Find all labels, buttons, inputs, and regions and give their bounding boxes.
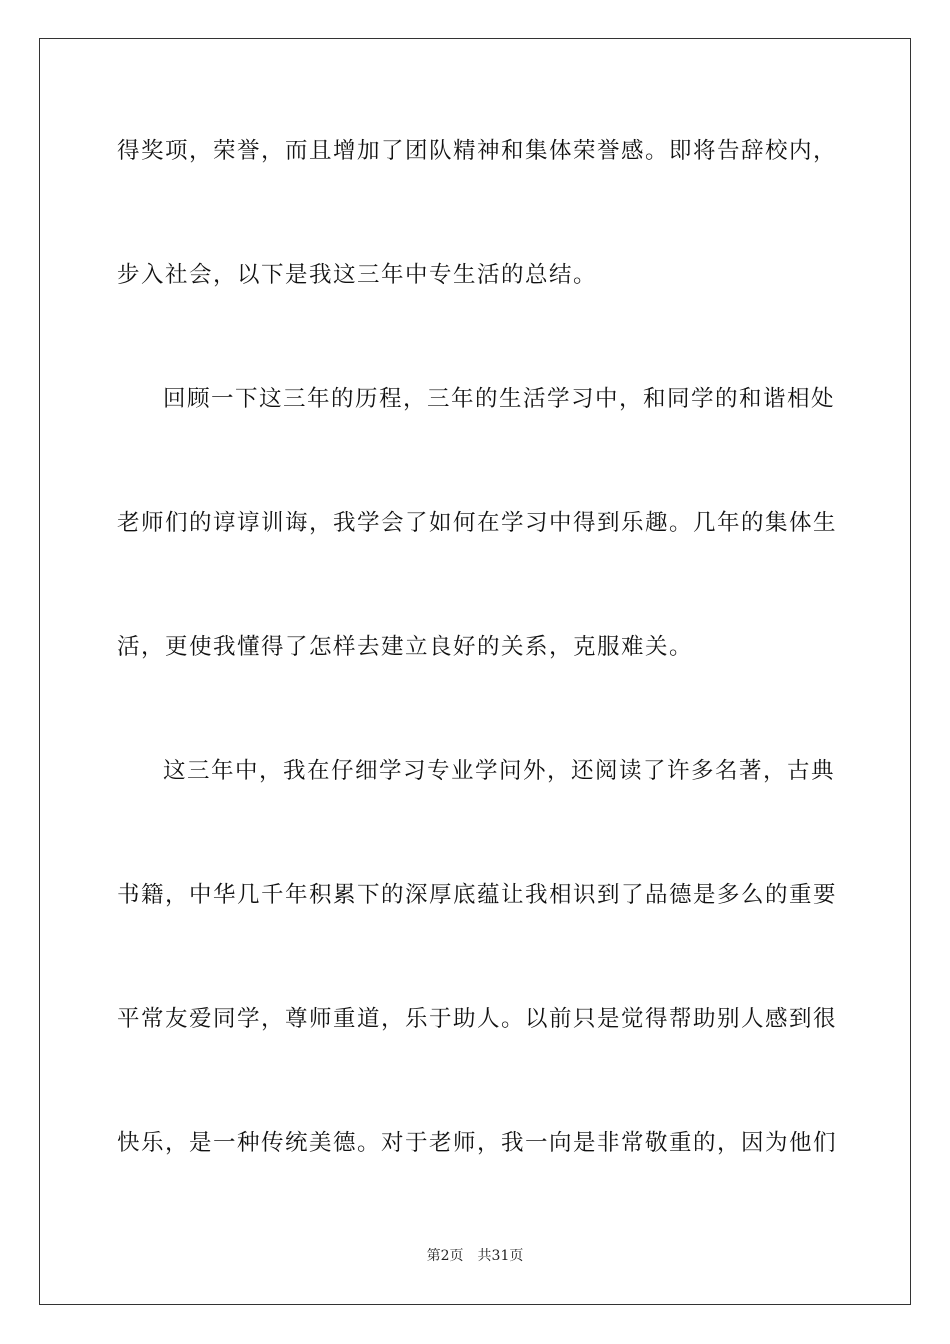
page-footer (0, 1246, 950, 1266)
page-number: 第2页 (426, 1248, 464, 1264)
page-border (39, 38, 911, 1305)
body-text-line: 活，更使我懂得了怎样去建立良好的关系，克服难关。 (117, 634, 694, 660)
body-text-line: 步入社会，以下是我这三年中专生活的总结。 (117, 262, 598, 288)
paragraph-start-line: 回顾一下这三年的历程，三年的生活学习中，和同学的和谐相处 (163, 386, 836, 412)
body-text-line: 快乐，是一种传统美德。对于老师，我一向是非常敬重的，因为他们 (117, 1130, 838, 1156)
body-text-line: 平常友爱同学，尊师重道，乐于助人。以前只是觉得帮助别人感到很 (117, 1006, 838, 1032)
body-text-line: 老师们的谆谆训诲，我学会了如何在学习中得到乐趣。几年的集体生 (117, 510, 838, 536)
body-text-line: 得奖项，荣誉，而且增加了团队精神和集体荣誉感。即将告辞校内， (117, 138, 838, 164)
total-pages: 共31页 (477, 1248, 524, 1264)
paragraph-start-line: 这三年中，我在仔细学习专业学问外，还阅读了许多名著，古典 (163, 758, 836, 784)
body-text-line: 书籍，中华几千年积累下的深厚底蕴让我相识到了品德是多么的重要 (117, 882, 838, 908)
